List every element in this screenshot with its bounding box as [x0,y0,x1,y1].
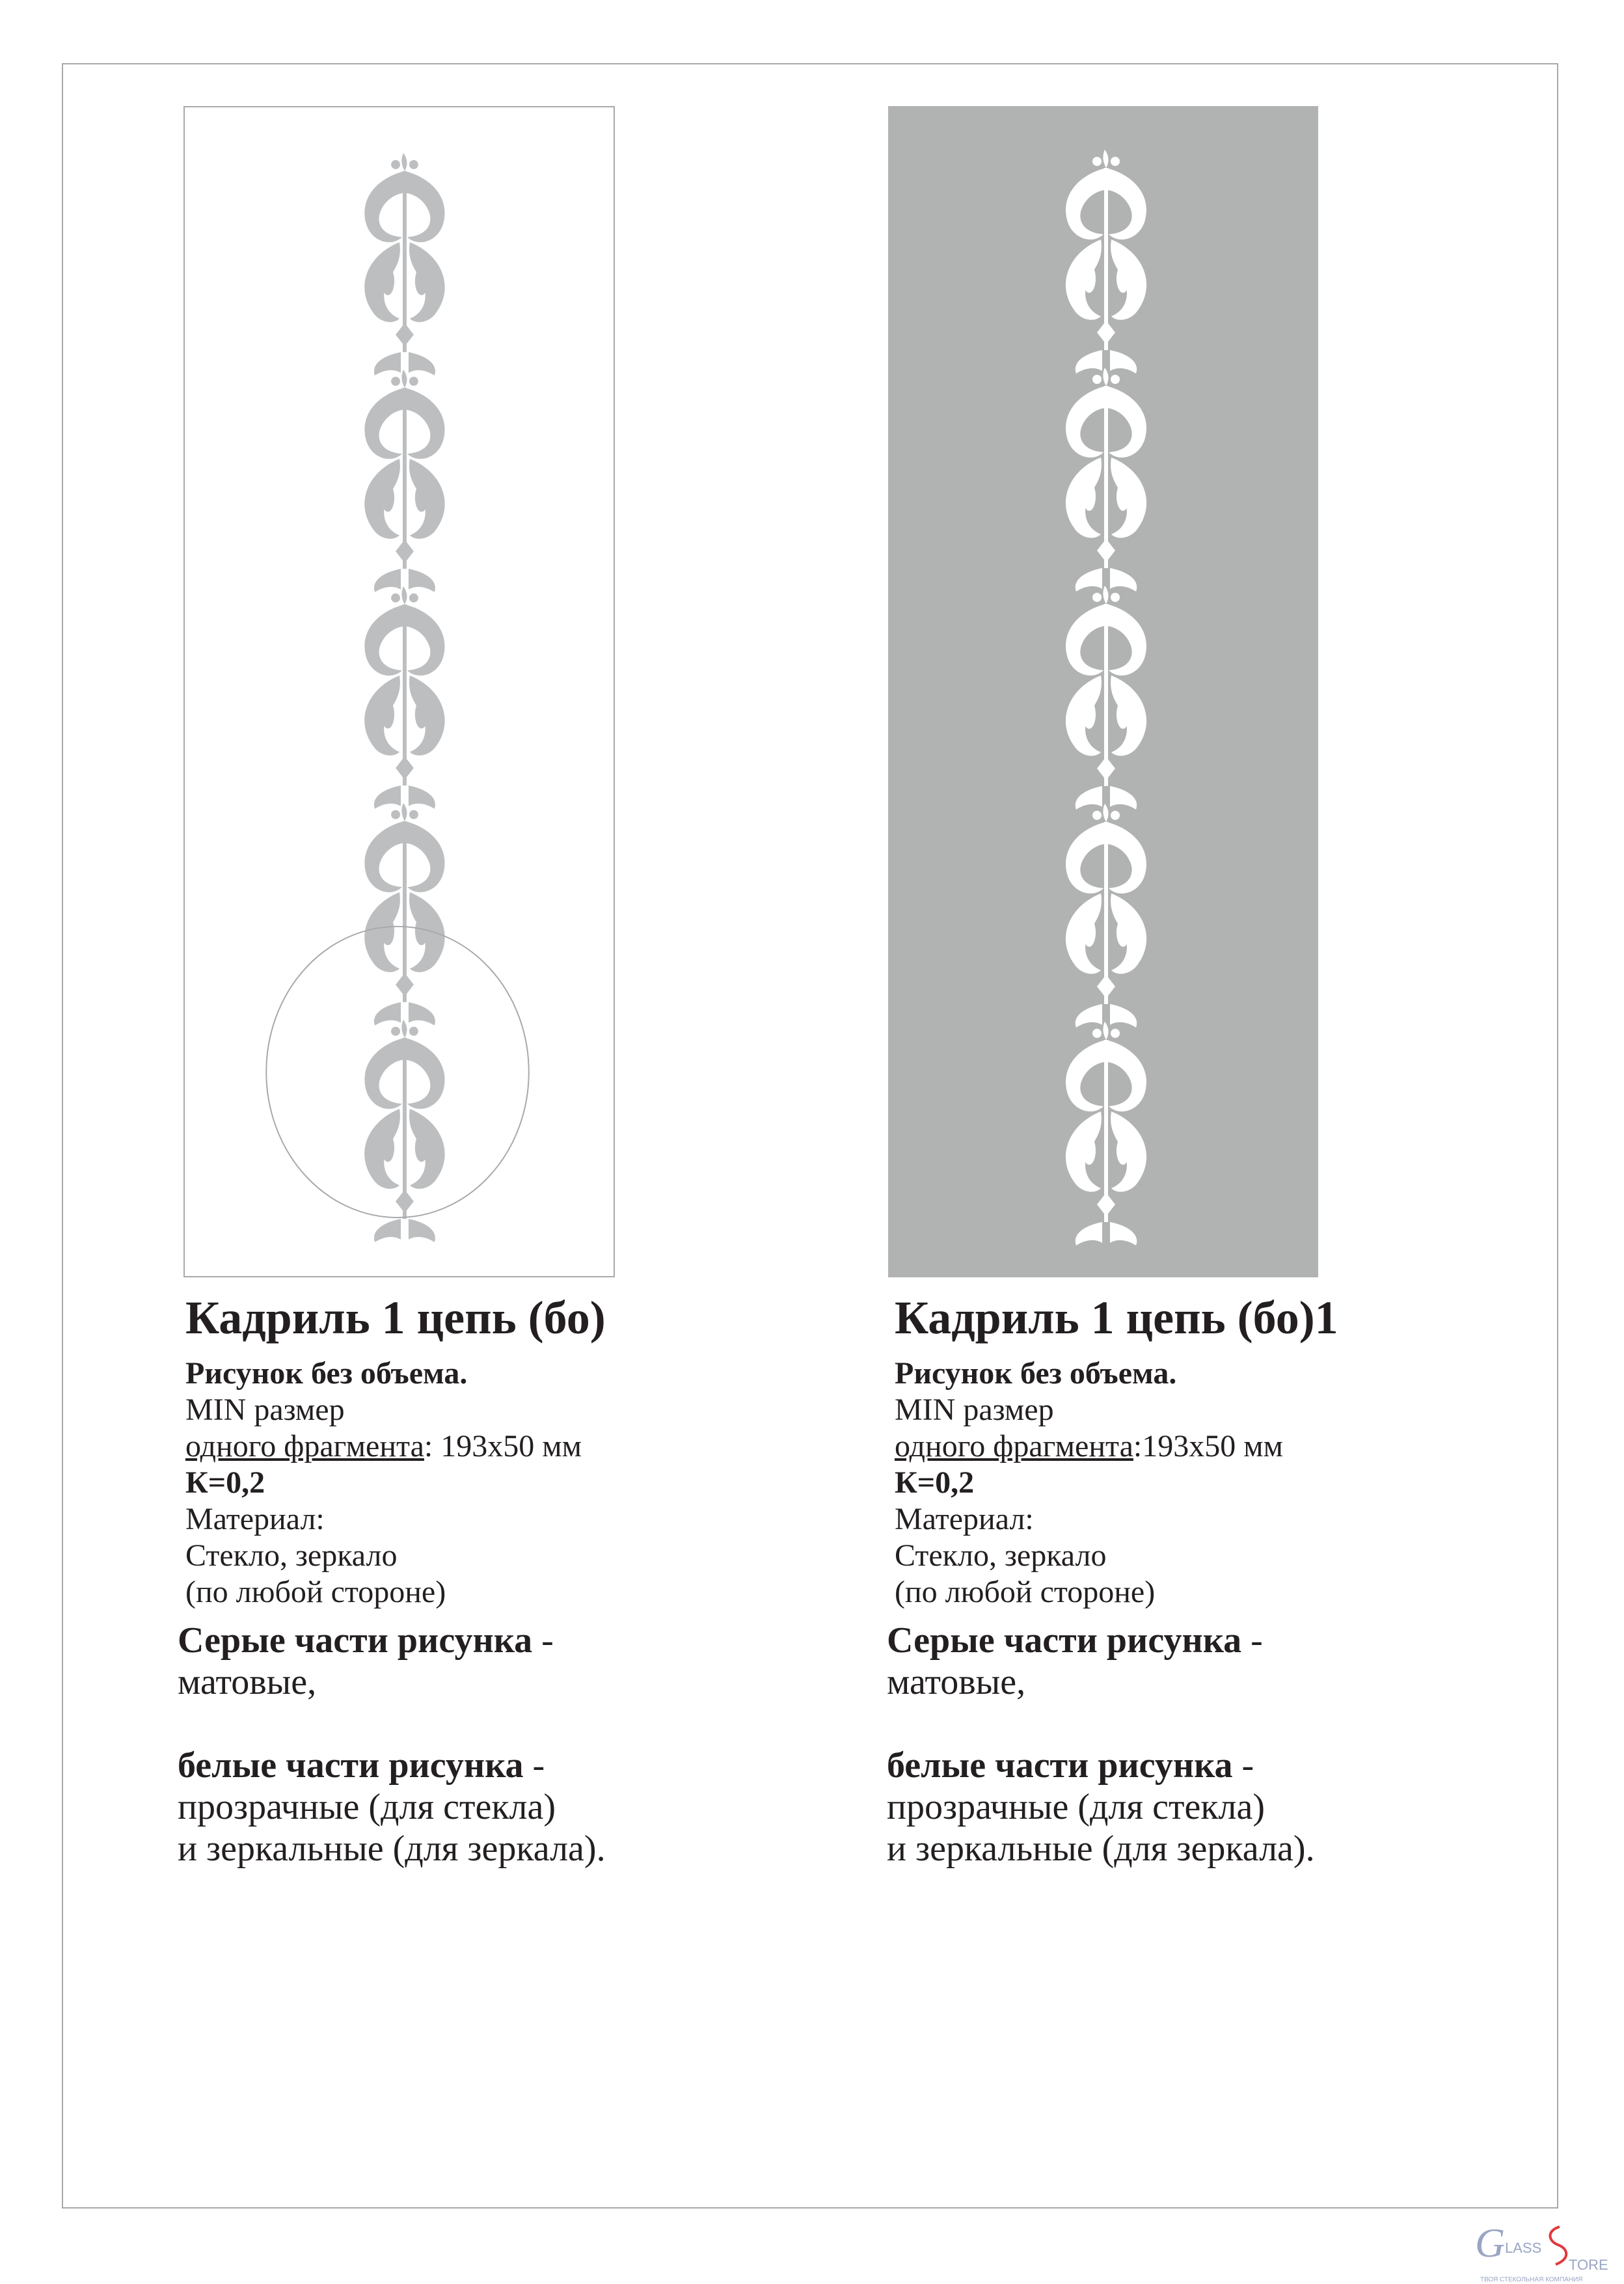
dash: - [1232,1745,1254,1786]
fragment-label: одного фрагмента [895,1429,1133,1463]
white-parts-value-2: и зеркальные (для зеркала). [178,1829,606,1869]
min-size-label: MIN размер [895,1393,1054,1427]
logo-s-swash [1550,2227,1567,2264]
material-label: Материал: [185,1502,325,1536]
white-parts-label: белые части рисунка [178,1745,524,1786]
ornament-chain-clear [888,106,1318,1277]
logo-tore: TORE [1569,2257,1608,2273]
dash: - [532,1620,554,1661]
white-parts-label: белые части рисунка [887,1745,1233,1786]
no-volume-note: Рисунок без объема. [185,1356,468,1391]
grey-parts-label: Серые части рисунка [178,1620,533,1661]
white-parts-value-1: прозрачные (для стекла) [178,1787,556,1827]
design-title: Кадриль 1 цепь (бо)1 [895,1292,1338,1344]
material-note: (по любой стороне) [185,1575,446,1609]
dash: - [1241,1620,1263,1661]
logo-lass: LASS [1505,2240,1542,2256]
parts-legend [178,1620,771,1869]
fragment-size [185,1428,771,1465]
parts-legend [887,1620,1480,1869]
design-preview-mirror [888,106,1318,1277]
white-parts-value-1: прозрачные (для стекла) [887,1787,1265,1827]
design-preview-glass [183,106,615,1277]
design-description-2 [887,1292,1480,1869]
material-value: Стекло, зеркало [185,1538,398,1573]
material-label: Материал: [895,1502,1034,1536]
fragment-value: : 193х50 мм [424,1429,582,1463]
glass-store-logo [1467,2211,1623,2284]
k-value: К=0,2 [895,1465,975,1500]
k-value: К=0,2 [185,1465,265,1500]
material-value: Стекло, зеркало [895,1538,1107,1573]
design-description-1 [178,1292,771,1869]
design-title: Кадриль 1 цепь (бо) [185,1292,606,1344]
min-size-label: MIN размер [185,1393,345,1427]
circle-outline [266,927,529,1217]
dash: - [523,1745,545,1786]
grey-parts-value: матовые, [178,1662,317,1702]
fragment-size [895,1428,1480,1465]
no-volume-note: Рисунок без объема. [895,1356,1177,1391]
grey-parts-label: Серые части рисунка [887,1620,1242,1661]
grey-parts-value: матовые, [887,1662,1026,1702]
material-note: (по любой стороне) [895,1575,1156,1609]
fragment-value: :193х50 мм [1133,1429,1284,1463]
logo-tagline: ТВОЯ СТЕКОЛЬНАЯ КОМПАНИЯ [1480,2276,1583,2283]
logo-letter-g: G [1475,2220,1506,2266]
white-parts-value-2: и зеркальные (для зеркала). [887,1829,1315,1869]
fragment-label: одного фрагмента [185,1429,424,1463]
ornament-chain-matte [185,107,614,1276]
